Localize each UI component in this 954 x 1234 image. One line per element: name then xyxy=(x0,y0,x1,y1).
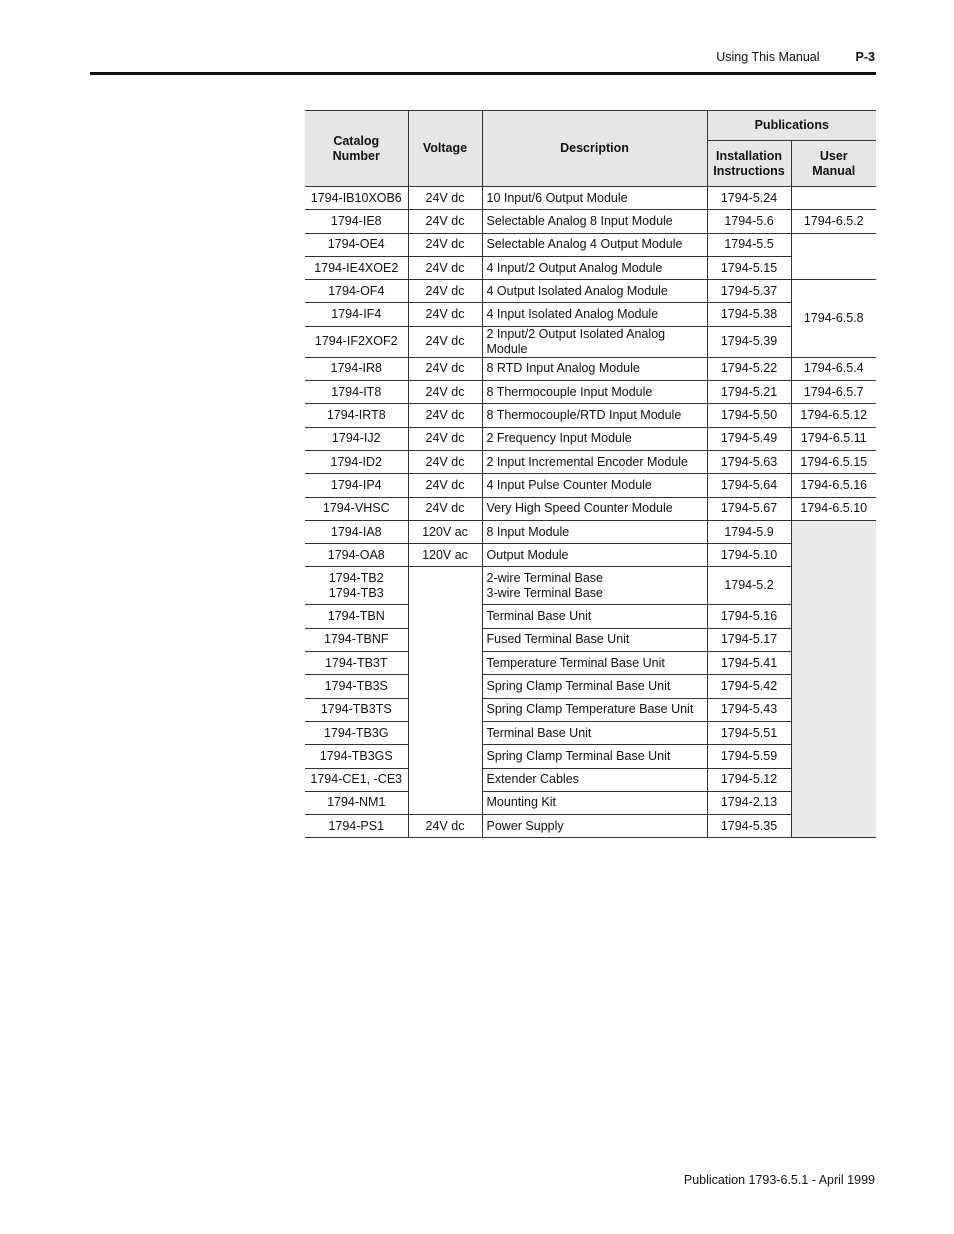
table-row xyxy=(305,357,876,380)
cell-description: Terminal Base Unit xyxy=(482,605,707,628)
table-row xyxy=(305,675,876,698)
cell-voltage: 24V dc xyxy=(408,404,482,427)
cell-user-manual: 1794-6.5.2 xyxy=(791,210,876,233)
cell-catalog: 1794-IR8 xyxy=(305,357,408,380)
cell-user-manual xyxy=(791,187,876,210)
cell-catalog: 1794-IB10XOB6 xyxy=(305,187,408,210)
footer-publication: Publication 1793-6.5.1 - April 1999 xyxy=(683,1173,875,1187)
cell-installation: 1794-5.41 xyxy=(707,652,791,675)
cell-catalog: 1794-ID2 xyxy=(305,450,408,473)
cell-description: Fused Terminal Base Unit xyxy=(482,628,707,651)
cell-description: Output Module xyxy=(482,544,707,567)
cell-catalog: 1794-TB3GS xyxy=(305,745,408,768)
table-row xyxy=(305,791,876,814)
table-row xyxy=(305,745,876,768)
cell-voltage: 24V dc xyxy=(408,357,482,380)
cell-voltage: 120V ac xyxy=(408,520,482,543)
table-row xyxy=(305,303,876,326)
cell-catalog: 1794-IRT8 xyxy=(305,404,408,427)
cell-voltage: 24V dc xyxy=(408,427,482,450)
table-row xyxy=(305,628,876,651)
col-header-description: Description xyxy=(482,111,707,187)
table-row xyxy=(305,450,876,473)
cell-catalog: 1794-VHSC xyxy=(305,497,408,520)
cell-description: 8 RTD Input Analog Module xyxy=(482,357,707,380)
cell-voltage: 24V dc xyxy=(408,303,482,326)
cell-catalog: 1794-TBNF xyxy=(305,628,408,651)
cell-description: Mounting Kit xyxy=(482,791,707,814)
cell-catalog: 1794-TB3S xyxy=(305,675,408,698)
cell-voltage: 120V ac xyxy=(408,544,482,567)
cell-description: 4 Input/2 Output Analog Module xyxy=(482,256,707,279)
cell-description: 2-wire Terminal Base 3-wire Terminal Base xyxy=(482,567,707,605)
table-row xyxy=(305,404,876,427)
table-row xyxy=(305,544,876,567)
cell-installation: 1794-5.22 xyxy=(707,357,791,380)
publications-table xyxy=(305,110,876,838)
table-row xyxy=(305,187,876,210)
cell-user-manual: 1794-6.5.7 xyxy=(791,381,876,404)
cell-voltage: 24V dc xyxy=(408,210,482,233)
cell-description: 2 Frequency Input Module xyxy=(482,427,707,450)
cell-catalog: 1794-TB3G xyxy=(305,721,408,744)
table-row xyxy=(305,497,876,520)
cell-description: Terminal Base Unit xyxy=(482,721,707,744)
cell-description: Selectable Analog 8 Input Module xyxy=(482,210,707,233)
cell-voltage: 24V dc xyxy=(408,280,482,303)
table-row xyxy=(305,326,876,357)
cell-voltage: 24V dc xyxy=(408,187,482,210)
table-row xyxy=(305,815,876,838)
cell-voltage: 24V dc xyxy=(408,326,482,357)
cell-description: 2 Input/2 Output Isolated Analog Module xyxy=(482,326,707,357)
cell-installation: 1794-5.39 xyxy=(707,326,791,357)
cell-description: 10 Input/6 Output Module xyxy=(482,187,707,210)
cell-voltage: 24V dc xyxy=(408,381,482,404)
table-row xyxy=(305,427,876,450)
cell-catalog: 1794-IF2XOF2 xyxy=(305,326,408,357)
table-row xyxy=(305,233,876,256)
cell-catalog: 1794-IE4XOE2 xyxy=(305,256,408,279)
table-row xyxy=(305,721,876,744)
cell-installation: 1794-5.67 xyxy=(707,497,791,520)
cell-user-manual xyxy=(791,520,876,838)
cell-description: 4 Output Isolated Analog Module xyxy=(482,280,707,303)
cell-user-manual: 1794-6.5.11 xyxy=(791,427,876,450)
cell-user-manual xyxy=(791,233,876,280)
cell-installation: 1794-5.24 xyxy=(707,187,791,210)
cell-catalog: 1794-IA8 xyxy=(305,520,408,543)
cell-voltage: 24V dc xyxy=(408,497,482,520)
cell-installation: 1794-5.2 xyxy=(707,567,791,605)
cell-catalog: 1794-CE1, -CE3 xyxy=(305,768,408,791)
cell-catalog: 1794-TBN xyxy=(305,605,408,628)
section-title: Using This Manual xyxy=(716,50,820,64)
table-row xyxy=(305,768,876,791)
cell-catalog: 1794-OA8 xyxy=(305,544,408,567)
table-row xyxy=(305,520,876,543)
table-row xyxy=(305,652,876,675)
cell-installation: 1794-5.51 xyxy=(707,721,791,744)
cell-installation: 1794-5.10 xyxy=(707,544,791,567)
cell-installation: 1794-5.42 xyxy=(707,675,791,698)
cell-voltage xyxy=(408,567,482,815)
table-row xyxy=(305,567,876,605)
cell-catalog: 1794-IF4 xyxy=(305,303,408,326)
cell-voltage: 24V dc xyxy=(408,474,482,497)
cell-description: 8 Thermocouple/RTD Input Module xyxy=(482,404,707,427)
cell-voltage: 24V dc xyxy=(408,450,482,473)
cell-description: Spring Clamp Terminal Base Unit xyxy=(482,675,707,698)
header-rule xyxy=(90,72,876,75)
col-header-installation: Installation Instructions xyxy=(707,141,791,187)
cell-user-manual: 1794-6.5.16 xyxy=(791,474,876,497)
cell-catalog: 1794-TB3T xyxy=(305,652,408,675)
cell-catalog: 1794-OE4 xyxy=(305,233,408,256)
cell-installation: 1794-5.21 xyxy=(707,381,791,404)
cell-description: 8 Thermocouple Input Module xyxy=(482,381,707,404)
cell-user-manual: 1794-6.5.12 xyxy=(791,404,876,427)
cell-user-manual: 1794-6.5.4 xyxy=(791,357,876,380)
cell-description: 4 Input Isolated Analog Module xyxy=(482,303,707,326)
cell-description: 2 Input Incremental Encoder Module xyxy=(482,450,707,473)
cell-description: Temperature Terminal Base Unit xyxy=(482,652,707,675)
cell-description: 8 Input Module xyxy=(482,520,707,543)
cell-catalog: 1794-OF4 xyxy=(305,280,408,303)
cell-voltage: 24V dc xyxy=(408,815,482,838)
cell-catalog: 1794-IE8 xyxy=(305,210,408,233)
cell-catalog: 1794-TB2 1794-TB3 xyxy=(305,567,408,605)
cell-installation: 1794-5.64 xyxy=(707,474,791,497)
cell-installation: 1794-5.50 xyxy=(707,404,791,427)
table-row xyxy=(305,280,876,303)
table-row xyxy=(305,381,876,404)
cell-catalog: 1794-IJ2 xyxy=(305,427,408,450)
cell-description: Extender Cables xyxy=(482,768,707,791)
cell-catalog: 1794-IP4 xyxy=(305,474,408,497)
cell-installation: 1794-5.43 xyxy=(707,698,791,721)
cell-installation: 1794-5.37 xyxy=(707,280,791,303)
table-row xyxy=(305,210,876,233)
cell-user-manual: 1794-6.5.10 xyxy=(791,497,876,520)
cell-installation: 1794-5.49 xyxy=(707,427,791,450)
cell-installation: 1794-5.5 xyxy=(707,233,791,256)
cell-description: Power Supply xyxy=(482,815,707,838)
cell-installation: 1794-5.9 xyxy=(707,520,791,543)
cell-catalog: 1794-TB3TS xyxy=(305,698,408,721)
cell-voltage: 24V dc xyxy=(408,256,482,279)
cell-installation: 1794-5.15 xyxy=(707,256,791,279)
cell-installation: 1794-5.63 xyxy=(707,450,791,473)
cell-installation: 1794-5.12 xyxy=(707,768,791,791)
col-header-catalog: Catalog Number xyxy=(305,111,408,187)
table-row xyxy=(305,474,876,497)
cell-description: Very High Speed Counter Module xyxy=(482,497,707,520)
table-row xyxy=(305,605,876,628)
cell-description: Selectable Analog 4 Output Module xyxy=(482,233,707,256)
cell-catalog: 1794-IT8 xyxy=(305,381,408,404)
cell-installation: 1794-5.35 xyxy=(707,815,791,838)
table-row xyxy=(305,698,876,721)
cell-user-manual: 1794-6.5.15 xyxy=(791,450,876,473)
cell-installation: 1794-5.17 xyxy=(707,628,791,651)
cell-description: Spring Clamp Temperature Base Unit xyxy=(482,698,707,721)
cell-voltage: 24V dc xyxy=(408,233,482,256)
cell-installation: 1794-5.38 xyxy=(707,303,791,326)
cell-catalog: 1794-PS1 xyxy=(305,815,408,838)
cell-installation: 1794-2.13 xyxy=(707,791,791,814)
page-number: P-3 xyxy=(855,50,875,64)
cell-description: 4 Input Pulse Counter Module xyxy=(482,474,707,497)
running-header xyxy=(716,50,875,64)
cell-installation: 1794-5.16 xyxy=(707,605,791,628)
cell-user-manual: 1794-6.5.8 xyxy=(791,280,876,358)
cell-description: Spring Clamp Terminal Base Unit xyxy=(482,745,707,768)
cell-catalog: 1794-NM1 xyxy=(305,791,408,814)
col-header-publications: Publications xyxy=(707,111,876,141)
col-header-voltage: Voltage xyxy=(408,111,482,187)
col-header-user-manual: User Manual xyxy=(791,141,876,187)
cell-installation: 1794-5.6 xyxy=(707,210,791,233)
cell-installation: 1794-5.59 xyxy=(707,745,791,768)
table-row xyxy=(305,256,876,279)
